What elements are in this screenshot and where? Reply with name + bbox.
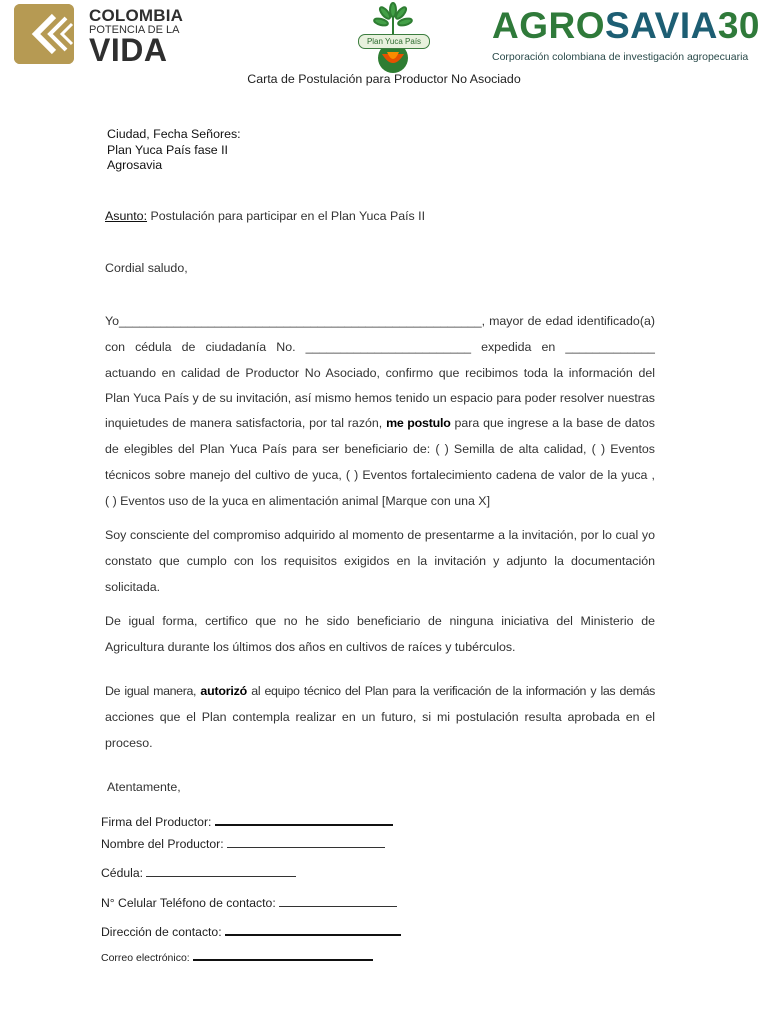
paragraph3-line2: Agricultura durante los últimos dos años en cultivos de raíces y tubérculos. (105, 640, 516, 654)
closing: Atentamente, (107, 780, 181, 794)
paragraph4-line3: proceso. (105, 736, 153, 750)
direccion-line[interactable] (225, 933, 401, 936)
paragraph2-line2: constato que cumplo con los requisitos exigidos en la invitación y adjunto la documentación (105, 554, 655, 568)
agrosavia-logo-part3: 30 (717, 5, 760, 46)
direccion-label: Dirección de contacto: (101, 925, 222, 939)
paragraph3-line1: De igual forma, certifico que no he sido beneficiario de ninguna iniciativa del Ministerio de (105, 614, 655, 628)
nombre-line[interactable] (227, 846, 385, 848)
cedula-field (101, 866, 296, 880)
address-line-2: Plan Yuca País fase II (107, 142, 229, 157)
nombre-field (101, 837, 385, 851)
subject-line (105, 209, 425, 223)
paragraph1-line4: Plan Yuca País y de su invitación, así mismo hemos tenido un espacio para poder resolver nuestras (105, 391, 655, 405)
colombia-logo-line1: COLOMBIA (89, 6, 184, 25)
address-block (107, 127, 241, 174)
colombia-emblem-icon (14, 4, 74, 64)
paragraph1-line7: técnicos sobre manejo del cultivo de yuca, ( ) Eventos fortalecimiento cadena de valor de la yuca , (105, 468, 655, 482)
paragraph4-line1: De igual manera, autorizó al equipo técnico del Plan para la verificación de la información y las demás (105, 684, 655, 698)
firma-line[interactable] (215, 823, 393, 826)
address-line-3: Agrosavia (107, 158, 163, 172)
direccion-field (101, 925, 401, 939)
celular-line[interactable] (279, 905, 397, 907)
correo-field (101, 952, 373, 964)
colombia-logo-line2: POTENCIA DE LA (89, 24, 180, 36)
subject-label: Asunto: (105, 209, 148, 223)
firma-field (101, 815, 393, 829)
paragraph1-line1: Yo_____________________________________________________, mayor de edad identificado(a) (105, 314, 655, 328)
nombre-label: Nombre del Productor: (101, 837, 224, 851)
cedula-line[interactable] (146, 875, 296, 877)
agrosavia-subtitle: Corporación colombiana de investigación agropecuaria (492, 51, 749, 63)
address-line-1: Ciudad, Fecha Señores: (107, 127, 241, 141)
paragraph1-line5: inquietudes de manera satisfactoria, por tal razón, me postulo para que ingrese a la base de datos (105, 416, 655, 430)
colombia-logo-line3: VIDA (89, 32, 168, 68)
cedula-label: Cédula: (101, 866, 144, 880)
paragraph1-line6: de elegibles del Plan Yuca País para ser beneficiario de: ( ) Semilla de alta calidad, ( ) Eventos (105, 442, 655, 456)
firma-label: Firma del Productor: (101, 815, 212, 829)
paragraph2-line3: solicitada. (105, 580, 161, 594)
correo-line[interactable] (193, 958, 373, 961)
paragraph4-line2: acciones que el Plan contempla realizar en un futuro, si mi postulación resulta aprobada en el (105, 710, 655, 724)
correo-label: Correo electrónico: (101, 952, 190, 964)
yuca-logo-text: Plan Yuca País (358, 34, 430, 49)
subject-text: Postulación para participar en el Plan Yuca País II (147, 209, 426, 223)
colombia-potencia-de-la-vida-logo (14, 2, 194, 66)
paragraph1-line3: actuando en calidad de Productor No Asociado, confirmo que recibimos toda la información del (105, 366, 655, 380)
celular-label: N° Celular Teléfono de contacto: (101, 896, 276, 910)
agrosavia-logo-part1: AGRO (492, 5, 605, 46)
agrosavia-logo (490, 4, 760, 68)
plan-yuca-pais-logo (352, 2, 434, 74)
paragraph1-line2: con cédula de ciudadanía No. ________________________ expedida en _____________ (105, 340, 655, 354)
greeting: Cordial saludo, (105, 261, 188, 275)
celular-field (101, 896, 397, 910)
document-title: Carta de Postulación para Productor No Asociado (247, 72, 521, 86)
agrosavia-logo-part2: SAVIA (605, 5, 718, 46)
paragraph2-line1: Soy consciente del compromiso adquirido al momento de presentarme a la invitación, por lo cual yo (105, 528, 655, 542)
paragraph1-line8: ( ) Eventos uso de la yuca en alimentación animal [Marque con una X] (105, 494, 491, 508)
